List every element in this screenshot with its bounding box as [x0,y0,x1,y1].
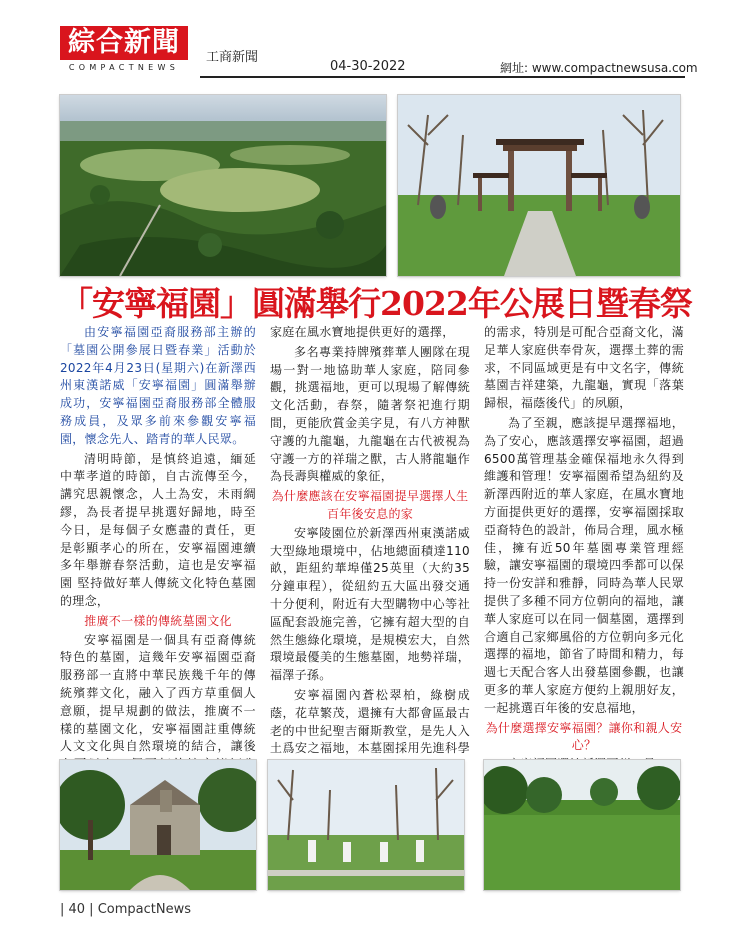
chapel-photo [60,760,256,890]
section-label: 工商新聞 [206,50,259,65]
aerial-photo [60,95,386,276]
headline [60,278,692,323]
issue-date: 04-30-2022 [330,59,406,74]
statues-photo [268,760,464,890]
subheading: 為什麼選擇安寧福園？讓你和親人安心？ [485,720,683,753]
subheading: 為什麼應該在安寧福園提早選擇人生百年後安息的家 [271,489,469,521]
article-column-2 [270,324,470,778]
article-paragraph: 的需求，特別是可配合亞裔文化，滿足華人家庭供奉骨灰，選擇土葬的需求，不同區域更是有中文名字，傳統墓園吉祥建築，九龍龜，實現「落葉歸根，福蔭後代」的夙願， [484,325,684,411]
memorial-gate-illustration [398,95,680,276]
headline-quoted: 「安寧福園」 [60,284,252,323]
lawn-photo [484,760,680,890]
article-paragraph: 清明時節，是慎終追遠，緬延中華孝道的時節，自古流傳至今，講究思親懷念，人土為安，未雨綢繆，為長者提早挑選好歸地，時至今日，是每個子女應盡的責任，更是彰顯孝心的所在，安寧福園連續多年舉辦春祭活動，這也是安寧福園 堅持做好華人傳統文化特色墓園的理念， [60,451,256,608]
website-url: 網址: www.compactnewsusa.com [500,61,698,75]
article-column-3 [484,324,684,776]
statues-illustration [268,760,464,890]
lead-paragraph: 由安寧福園亞裔服務部主辦的「墓園公開參展日暨春業」活動於2022年4月23日(星期六)在新澤西州東漢諾威「安寧福園」圓滿舉辦成功，安寧福園亞裔服務部全體服務成員，及眾多前來參觀安寧福園，懷念先人、踏青的華人民眾。 [60,325,256,446]
article-paragraph: 為了至親，應該提早選擇福地，為了安心，應該選擇安寧福園，超過6500萬管理基金確保福地永久得到維護和管理！安寧福園希望為紐約及新澤西附近的華人家庭，在風水寶地方面提供更好的選擇，安寧福園採取亞裔特色的設計，佈局合理，風水極佳，擁有近50年墓園專業管理經驗，讓安寧福園的環境四季都可以保持一份安詳和雅靜，同時為華人民眾提供了多種不同方位朝向的福地，讓華人家庭可以在同一個墓園，選擇到合適自己家鄉風俗的方位朝向多元化選擇的福地，節省了時間和精力，每週七天配合客人出發墓園參觀，也讓更多的華人家庭方便約上親朋好友，一起挑選百年後的安息福地， [484,415,684,715]
chapel-illustration [60,760,256,890]
headline-rest: 圓滿舉行2022年公展日暨春祭 [252,284,692,323]
header-divider [200,76,685,78]
subheading: 推廣不一樣的傳統墓園文化 [84,613,232,628]
article-paragraph: 安寧福園是一個具有亞裔傳統特色的墓園，這幾年安寧福園亞裔服務部一直將中華民族幾千年的傳統殯葬文化，融入了西方草重個人意願，提早規劃的做法，推廣不一樣的墓園文化，安寧福園註重傳統人文文化與自然環境的結合，讓後 [60,632,256,754]
article-column-1 [60,324,256,812]
logo-subtitle: COMPACTNEWS [68,63,180,72]
article-paragraph: 安寧陵園位於新澤西州東漢諾威大型綠地環境中，佔地總面積達110畝，距紐約華埠僅25英里（大約35分鐘車程），從紐約五大區出發交通十分便利，附近有大型購物中心等社區配套設施完善，它擁有超大型的自然生態綠化環境，是規模宏大，自然環境最優美的生態墓園，地勢祥瑞，福澤子孫。 [270,525,470,683]
article-paragraph: 多名專業持牌殯葬華人團隊在現場一對一地協助華人家庭，陪同參觀，挑選福地，更可以現場了解傳統文化活動，春祭，隨著祭祀進行期間，更能欣賞金美字見，有八方神獸守護的九龍龜，九龍龜在古代被視為守護一方的祥瑞之獸，古人將龍龜作為長壽與權威的象征， [270,344,470,484]
memorial-gate-photo [398,95,680,276]
article-paragraph: 家庭在風水寶地提供更好的選擇， [270,325,455,339]
article-paragraph: 安寧福園內蒼松翠柏，綠樹成蔭，花草繁茂，還擁有大都會區最古老的中世紀聖吉爾斯教堂，是先人入土爲安之福地，本墓園採用先進科學 [270,687,470,756]
newspaper-logo: 綜合新聞 [60,26,188,60]
page-footer: | 40 | CompactNews [60,902,191,917]
lawn-illustration [484,760,680,890]
aerial-photo-illustration [60,95,386,276]
